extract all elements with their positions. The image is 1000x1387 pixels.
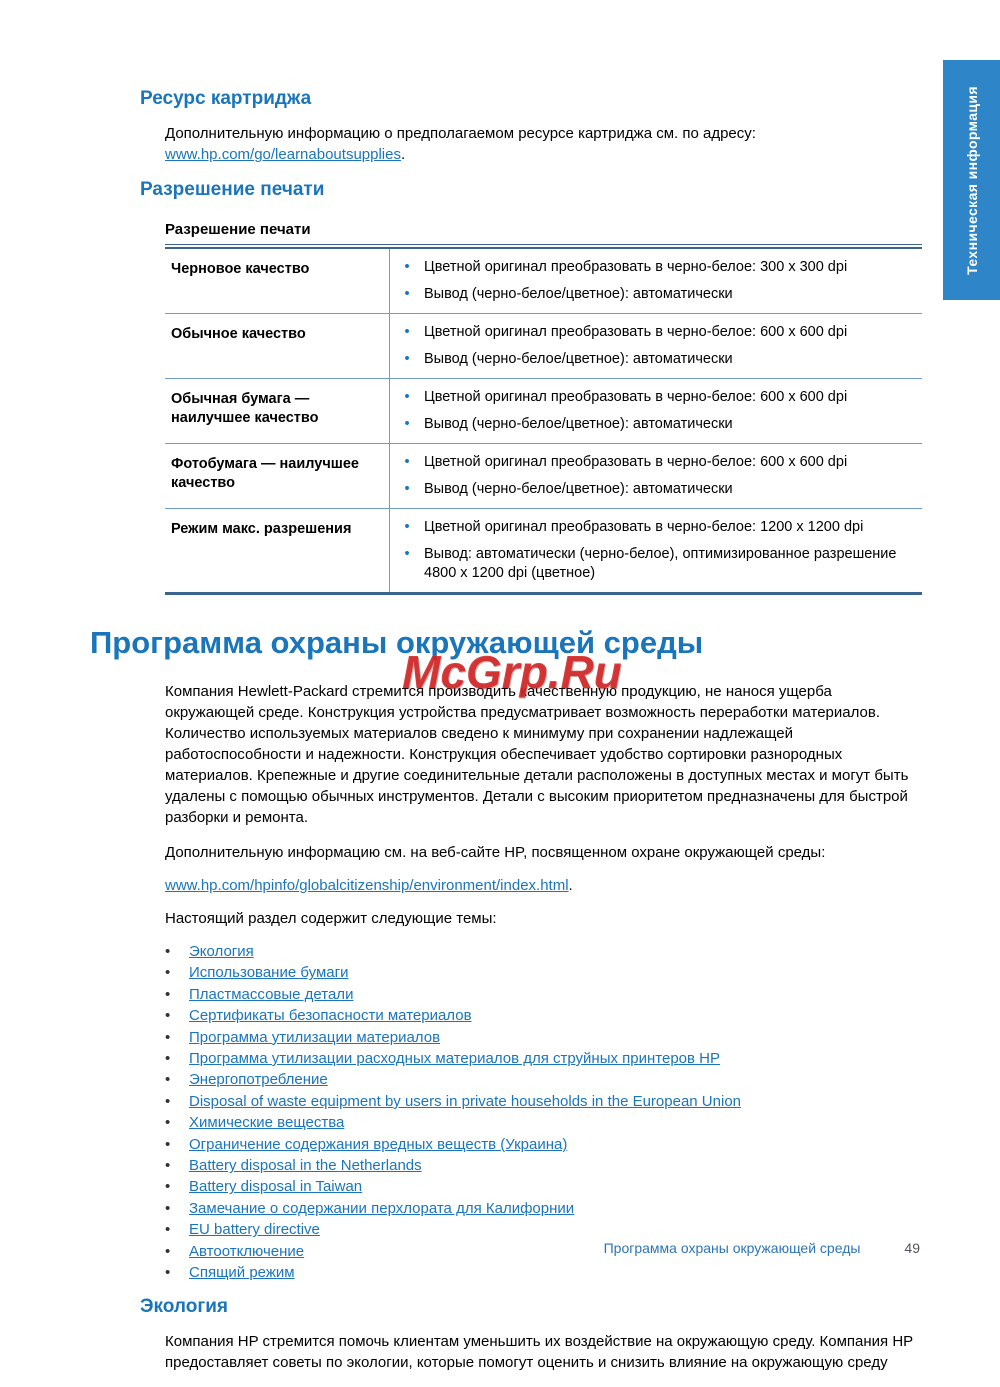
details-cell xyxy=(390,314,922,378)
topic-link[interactable]: • Программа утилизации расходных материалов для струйных принтеров HP xyxy=(189,1050,720,1068)
mode-cell: Черновое качество xyxy=(165,249,390,313)
list-item xyxy=(165,1155,922,1176)
mode-cell: Обычное качество xyxy=(165,314,390,378)
list-item xyxy=(165,1091,922,1112)
topic-link[interactable]: • Энергопотребление xyxy=(189,1071,328,1089)
environment-more-info: Дополнительную информацию см. на веб-сайте HP, посвященном охране окружающей среды: xyxy=(165,844,826,861)
section-title-print-resolution: Разрешение печати xyxy=(140,179,325,200)
list-item xyxy=(165,1112,922,1133)
list-item xyxy=(165,984,922,1005)
detail-bullet: • Цветной оригинал преобразовать в черно-белое: 300 x 300 dpi xyxy=(390,254,916,281)
print-resolution-table xyxy=(165,221,922,595)
list-item xyxy=(165,1219,922,1240)
topic-link[interactable]: • Использование бумаги xyxy=(189,964,349,982)
list-item xyxy=(165,941,922,962)
table-row xyxy=(165,379,922,444)
cartridge-yield-paragraph xyxy=(165,123,922,165)
detail-bullet: • Вывод (черно-белое/цветное): автоматически xyxy=(390,281,916,308)
detail-bullet: • Вывод (черно-белое/цветное): автоматически xyxy=(390,411,916,438)
topic-link[interactable]: • Химические вещества xyxy=(189,1114,345,1132)
topics-intro: Настоящий раздел содержит следующие темы: xyxy=(165,910,497,927)
topic-link[interactable]: • Автоотключение xyxy=(189,1242,305,1260)
cartridge-text-suffix: . xyxy=(400,146,406,163)
supplies-link[interactable]: www.hp.com/go/learnaboutsupplies xyxy=(165,146,401,163)
details-cell xyxy=(390,379,922,443)
list-item xyxy=(165,962,922,983)
table-row xyxy=(165,444,922,509)
detail-bullet: • Цветной оригинал преобразовать в черно-белое: 600 x 600 dpi xyxy=(390,319,916,346)
environment-link-suffix: . xyxy=(568,877,573,894)
detail-bullet: • Цветной оригинал преобразовать в черно-белое: 600 x 600 dpi xyxy=(390,384,916,411)
topic-link[interactable]: • Ограничение содержания вредных веществ (Украина) xyxy=(189,1135,568,1153)
list-item xyxy=(165,1069,922,1090)
detail-bullet: • Цветной оригинал преобразовать в черно-белое: 600 x 600 dpi xyxy=(390,449,916,476)
detail-bullet: • Цветной оригинал преобразовать в черно-белое: 1200 x 1200 dpi xyxy=(390,514,916,541)
list-item xyxy=(165,1198,922,1219)
topic-link[interactable]: • Спящий режим xyxy=(189,1264,295,1282)
environment-paragraph: Компания Hewlett-Packard стремится производить качественную продукцию, не нанося ущерба окружающей среде. Конструкция устройства предусматривает возможность переработки материалов. Количество используемых материалов сведено к минимуму при сохранении надлежащей работоспособности и надежности. Конструкция обеспечивает удобство сортировки разнородных материалов. Крепежные и другие соединительные детали расположены в доступных местах и могут быть удалены с помощью обычных инструментов. Детали с высоким приоритетом предназначены для быстрой разборки и ремонта. xyxy=(165,683,909,826)
table-row xyxy=(165,314,922,379)
environment-site-link[interactable]: www.hp.com/hpinfo/globalcitizenship/environment/index.html xyxy=(165,877,569,894)
section-title-ecology: Экология xyxy=(140,1295,229,1317)
page-content xyxy=(90,88,922,1387)
environment-link-line xyxy=(165,875,922,896)
details-cell xyxy=(390,249,922,313)
details-cell xyxy=(390,509,922,592)
table-header: Разрешение печати xyxy=(165,221,922,245)
topic-link[interactable]: • Battery disposal in the Netherlands xyxy=(189,1157,422,1175)
topic-link[interactable]: • EU battery directive xyxy=(189,1221,320,1239)
side-tab-label: Техническая информация xyxy=(963,85,980,275)
side-tab-technical-info xyxy=(943,60,1000,300)
footer-page-number: 49 xyxy=(904,1240,920,1256)
list-item xyxy=(165,1005,922,1026)
topic-link[interactable]: • Сертификаты безопасности материалов xyxy=(189,1007,472,1025)
mode-cell: Режим макс. разрешения xyxy=(165,509,390,592)
list-item xyxy=(165,1134,922,1155)
detail-bullet: • Вывод: автоматически (черно-белое), оптимизированное разрешение 4800 x 1200 dpi (цветное) xyxy=(390,541,916,587)
list-item xyxy=(165,1048,922,1069)
mode-cell: Фотобумага — наилучшее качество xyxy=(165,444,390,508)
detail-bullet: • Вывод (черно-белое/цветное): автоматически xyxy=(390,476,916,503)
list-item xyxy=(165,1176,922,1197)
details-cell xyxy=(390,444,922,508)
topics-list xyxy=(165,941,922,1284)
section-title-cartridge-yield: Ресурс картриджа xyxy=(140,88,312,109)
page-footer xyxy=(0,1240,920,1256)
topic-link[interactable]: • Disposal of waste equipment by users in private households in the European Union xyxy=(189,1092,741,1110)
topic-link[interactable]: • Пластмассовые детали xyxy=(189,985,354,1003)
topic-link[interactable]: • Программа утилизации материалов xyxy=(189,1028,441,1046)
topic-link[interactable]: • Экология xyxy=(189,943,254,960)
detail-bullet: • Вывод (черно-белое/цветное): автоматически xyxy=(390,346,916,373)
topic-link[interactable]: • Battery disposal in Taiwan xyxy=(189,1178,363,1196)
mode-cell: Обычная бумага — наилучшее качество xyxy=(165,379,390,443)
ecology-paragraph: Компания HP стремится помочь клиентам уменьшить их воздействие на окружающую среду. Компания HP предоставляет советы по экологии, которые помогут оценить и снизить влияние на окружающую среду xyxy=(165,1332,913,1371)
cartridge-text: Дополнительную информацию о предполагаемом ресурсе картриджа см. по адресу: xyxy=(165,125,756,142)
chapter-title-environment-program: Программа охраны окружающей среды xyxy=(90,625,704,660)
table-row xyxy=(165,249,922,314)
table-body xyxy=(165,247,922,595)
list-item xyxy=(165,1262,922,1283)
list-item xyxy=(165,1027,922,1048)
topic-link[interactable]: • Замечание о содержании перхлората для Калифорнии xyxy=(189,1199,575,1217)
watermark: McGrp.Ru xyxy=(402,646,622,698)
footer-section-name: Программа охраны окружающей среды xyxy=(603,1240,861,1256)
table-row xyxy=(165,509,922,592)
